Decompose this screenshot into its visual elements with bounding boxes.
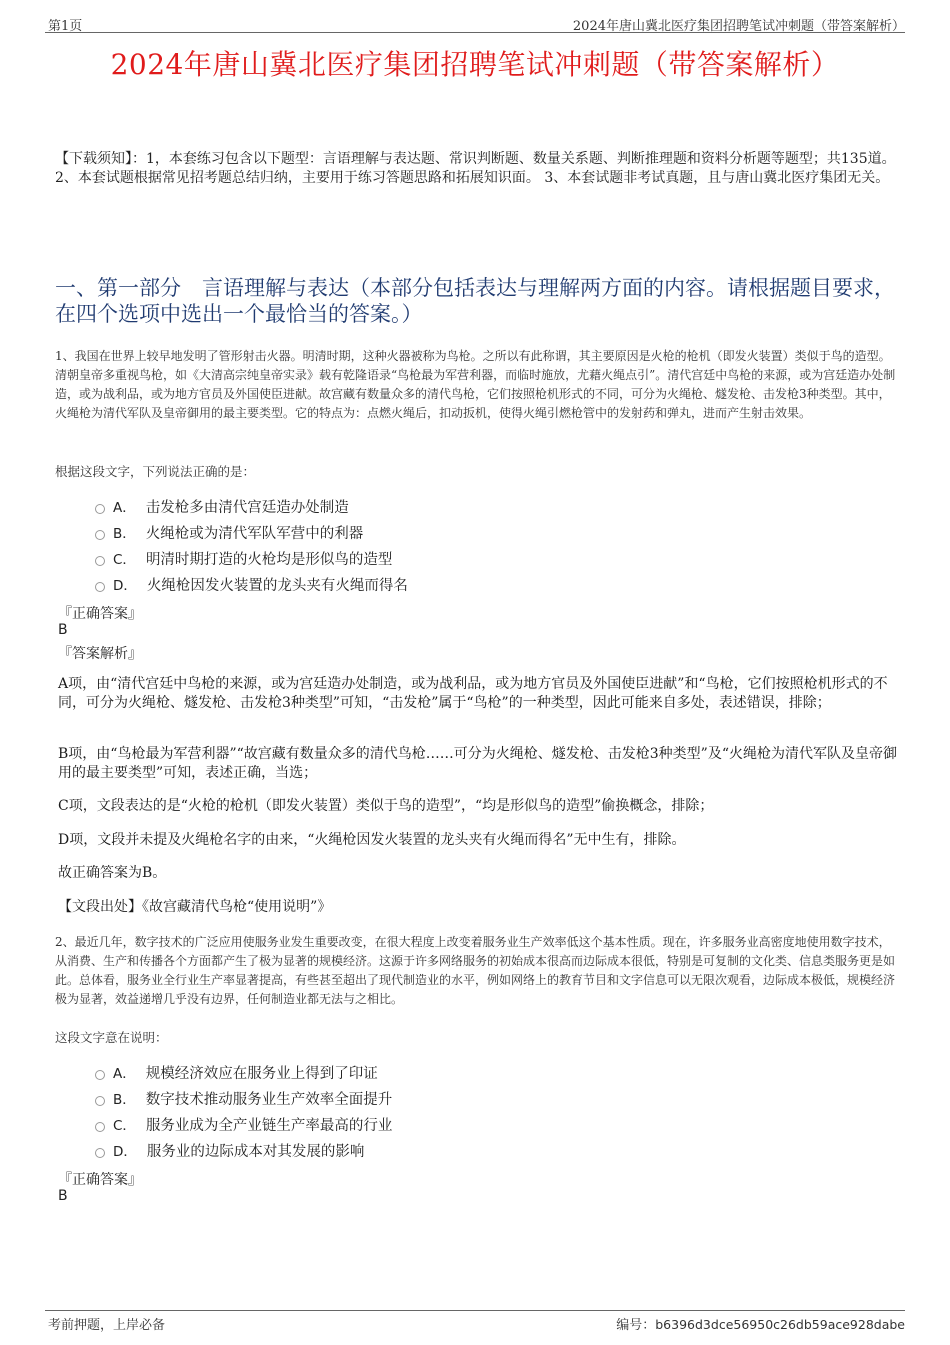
footer-divider xyxy=(45,1310,905,1311)
question-1-prompt: 根据这段文字，下列说法正确的是： xyxy=(55,464,256,479)
q2-option-c[interactable] xyxy=(95,1113,392,1135)
option-text: 火绳枪因发火装置的龙头夹有火绳而得名 xyxy=(146,577,408,594)
footer-code-label: 编号： xyxy=(616,1318,656,1333)
option-text: 服务业成为全产业链生产率最高的行业 xyxy=(145,1117,393,1134)
question-1-stem: 1、我国在世界上较早地发明了管形射击火器。明清时期，这种火器被称为鸟枪。之所以有此称谓，其主要原因是火枪的枪机（即发火装置）类似于鸟的造型。清朝皇帝多重视鸟枪，如《大清高宗纯皇帝实录》载有乾隆语录“鸟枪最为军营利器，而临时施放，尤藉火绳点引”。清代宫廷中鸟枪的来源，或为宫廷造办处制造，或为战利品，或为地方官员及外国使臣进献。故宫藏有数量众多的清代鸟枪，它们按照枪机形式的不同，可分为火绳枪、燧发枪、击发枪3种类型。其中，火绳枪为清代军队及皇帝御用的最主要类型。它的特点为：点燃火绳后，扣动扳机，使得火绳引燃枪管中的发射药和弹丸，进而产生射击效果。 xyxy=(55,349,896,420)
option-text: 击发枪多由清代宫廷造办处制造 xyxy=(145,499,349,516)
option-text: 服务业的边际成本对其发展的影响 xyxy=(146,1143,365,1160)
option-letter: B． xyxy=(113,526,136,542)
q1-option-d[interactable] xyxy=(95,573,408,595)
question-2-prompt: 这段文字意在说明： xyxy=(55,1030,168,1045)
q2-answer-label: 『正确答案』 xyxy=(58,1172,142,1188)
option-text: 明清时期打造的火枪均是形似鸟的造型 xyxy=(145,551,393,568)
page-number: 第1页 xyxy=(48,19,83,34)
q2-option-b[interactable] xyxy=(95,1087,392,1109)
question-2-stem: 2、最近几年，数字技术的广泛应用使服务业发生重要改变，在很大程度上改变着服务业生产效率低这个基本性质。现在，许多服务业高密度地使用数字技术，从消费、生产和传播各个方面都产生了极为显著的规模经济。这源于许多网络服务的初始成本很高而边际成本很低，特别是可复制的文化类、信息类服务更是如此。总体看，服务业全行业生产率显著提高，有些甚至超出了现代制造业的水平，例如网络上的教育节目和文字信息可以无限次观看，边际成本极低，规模经济极为显著，效益递增几乎没有边界，任何制造业都无法与之相比。 xyxy=(55,935,896,1006)
q1-answer: B xyxy=(58,622,68,638)
q1-analysis-b: B项，由“鸟枪最为军营利器”“故宫藏有数量众多的清代鸟枪……可分为火绳枪、燧发枪、击发枪3种类型”及“火绳枪为清代军队及皇帝御用的最主要类型”可知，表述正确，当选； xyxy=(58,746,897,781)
option-letter: A． xyxy=(113,1066,136,1082)
option-letter: C． xyxy=(113,552,136,568)
q1-option-a[interactable] xyxy=(95,495,349,517)
option-text: 数字技术推动服务业生产效率全面提升 xyxy=(145,1091,393,1108)
header-divider xyxy=(45,32,905,33)
q1-source: 【文段出处】《故宫藏清代鸟枪“使用说明”》 xyxy=(58,899,332,915)
radio-icon[interactable] xyxy=(95,504,105,514)
q1-analysis-c: C项，文段表达的是“火枪的枪机（即发火装置）类似于鸟的造型”，“均是形似鸟的造型”偷换概念，排除； xyxy=(58,798,714,814)
radio-icon[interactable] xyxy=(95,582,105,592)
q1-answer-label: 『正确答案』 xyxy=(58,606,142,622)
q2-option-a[interactable] xyxy=(95,1061,378,1083)
q1-option-c[interactable] xyxy=(95,547,392,569)
footer-slogan: 考前押题，上岸必备 xyxy=(48,1318,166,1333)
option-letter: C． xyxy=(113,1118,136,1134)
radio-icon[interactable] xyxy=(95,556,105,566)
option-letter: A． xyxy=(113,500,136,516)
option-letter: D． xyxy=(113,578,137,594)
header-doc-title: 2024年唐山冀北医疗集团招聘笔试冲刺题（带答案解析） xyxy=(572,19,905,34)
option-text: 规模经济效应在服务业上得到了印证 xyxy=(145,1065,378,1082)
q1-analysis-label: 『答案解析』 xyxy=(58,646,142,662)
radio-icon[interactable] xyxy=(95,1148,105,1158)
q2-option-d[interactable] xyxy=(95,1139,364,1161)
footer-code xyxy=(616,1314,905,1333)
document-title: 2024年唐山冀北医疗集团招聘笔试冲刺题（带答案解析） xyxy=(110,48,840,81)
option-letter: D． xyxy=(113,1144,137,1160)
q1-analysis-d: D项，文段并未提及火绳枪名字的由来，“火绳枪因发火装置的龙头夹有火绳而得名”无中生有，排除。 xyxy=(58,832,686,848)
q1-analysis-conclusion: 故正确答案为B。 xyxy=(58,865,167,881)
q1-analysis-a: A项，由“清代宫廷中鸟枪的来源，或为宫廷造办处制造，或为战利品，或为地方官员及外国使臣进献”和“鸟枪，它们按照枪机形式的不同，可分为火绳枪、燧发枪、击发枪3种类型”可知，“击发枪”属于“鸟枪”的一种类型，因此可能来自多处，表述错误，排除； xyxy=(58,676,888,711)
option-text: 火绳枪或为清代军队军营中的利器 xyxy=(145,525,364,542)
radio-icon[interactable] xyxy=(95,530,105,540)
download-notice: 【下载须知】：1，本套练习包含以下题型：言语理解与表达题、常识判断题、数量关系题、判断推理题和资料分析题等题型；共135道。 2、本套试题根据常见招考题总结归纳，主要用于练习答题思路和拓展知识面。 3、本套试题非考试真题，且与唐山冀北医疗集团无关。 xyxy=(55,151,896,186)
option-letter: B． xyxy=(113,1092,136,1108)
radio-icon[interactable] xyxy=(95,1070,105,1080)
section-title: 一、第一部分 言语理解与表达（本部分包括表达与理解两方面的内容。请根据题目要求，在四个选项中选出一个最恰当的答案。） xyxy=(55,276,895,326)
q2-answer: B xyxy=(58,1188,68,1204)
q1-option-b[interactable] xyxy=(95,521,363,543)
footer-code-value: b6396d3dce56950c26db59ace928dabe xyxy=(655,1317,905,1332)
radio-icon[interactable] xyxy=(95,1096,105,1106)
radio-icon[interactable] xyxy=(95,1122,105,1132)
